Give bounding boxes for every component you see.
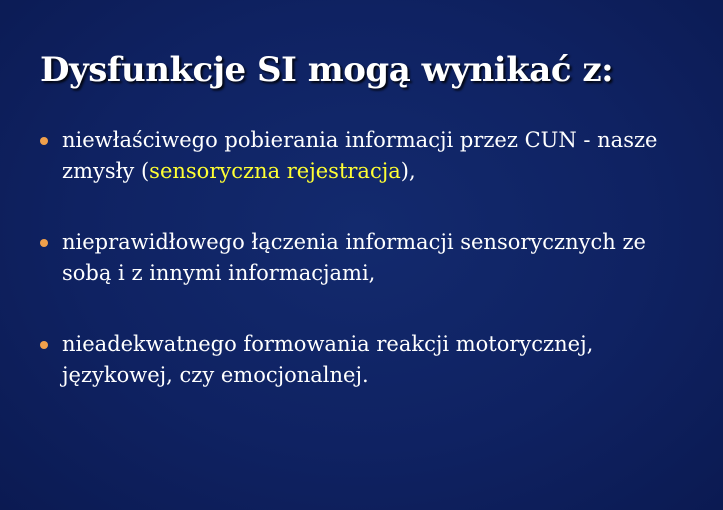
bullet-dot-icon <box>40 341 48 349</box>
bullet-item <box>40 329 700 391</box>
bullet-text: nieadekwatnego formowania reakcji motorycznej, językowej, czy emocjonalnej. <box>62 332 594 387</box>
bullet-list <box>40 125 700 391</box>
bullet-highlight: sensoryczna rejestracja <box>149 159 401 183</box>
bullet-text-end: ), <box>400 159 416 183</box>
slide-title: Dysfunkcje SI mogą wynikać z: <box>40 50 614 90</box>
bullet-dot-icon <box>40 137 48 145</box>
bullet-text: nieprawidłowego łączenia informacji sensorycznych ze sobą i z innymi informacjami, <box>62 230 646 285</box>
bullet-item <box>40 125 700 187</box>
bullet-item <box>40 227 700 289</box>
bullet-dot-icon <box>40 239 48 247</box>
bullet-text: niewłaściwego pobierania informacji przez CUN - nasze zmysły ( <box>62 128 658 183</box>
